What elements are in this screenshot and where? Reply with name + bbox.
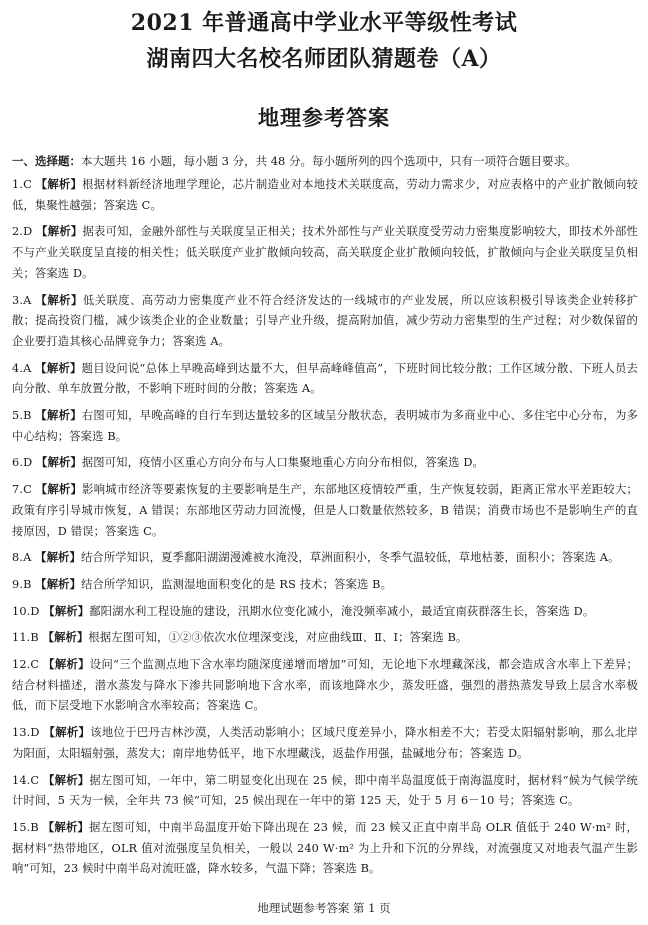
analysis-tag: 【解析】: [35, 360, 82, 375]
analysis-tag: 【解析】: [35, 576, 82, 591]
section-lead: 一、选择题：: [12, 154, 81, 168]
answer-item: [12, 817, 638, 880]
answer-number: 15.B: [12, 820, 39, 834]
answer-item: [12, 479, 638, 542]
analysis-text: 低关联度、高劳动力密集度产业不符合经济发达的一线城市的产业发展，所以应该积极引导该类企业转移扩散；提高投资门槛，减少该类企业的企业数量；引导产业升级，提高附加值，减少劳动力密集型的生产过程；对少数保留的企业要打造其核心品牌竞争力；答案选 A。: [12, 293, 638, 348]
analysis-tag: 【解析】: [36, 455, 82, 470]
analysis-tag: 【解析】: [35, 408, 82, 423]
analysis-text: 影响城市经济等要素恢复的主要影响是生产，东部地区疫情较严重，生产恢复较弱，距离正常水平差距较大；政策有序引导城市恢复，A 错误；东部地区劳动力回流慢，但是人口数量依然较多，B 错误；消费市场也不是影响生产的直接原因，D 错误；答案选 C。: [12, 483, 638, 538]
answer-item: [12, 405, 638, 447]
analysis-tag: 【解析】: [35, 482, 83, 497]
analysis-text: 该地位于巴丹吉林沙漠，人类活动影响小；区域尺度差异小，降水相差不大；若受太阳辐射影响，那么北岸为阳面，太阳辐射强，蒸发大；南岸地势低平，地下水埋藏浅，返盐作用强，盐碱地分布；答案选 D。: [12, 726, 638, 760]
answer-number: 4.A: [12, 361, 32, 375]
analysis-text: 右图可知，早晚高峰的自行车到达量较多的区域呈分散状态，表明城市为多商业中心、多住宅中心分布，为多中心结构；答案选 B。: [12, 409, 638, 443]
analysis-tag: 【解析】: [43, 657, 90, 672]
answer-item: [12, 174, 638, 216]
analysis-text: 设问“三个监测点地下含水率均随深度递增而增加”可知，无论地下水埋藏深浅，都会造成含水率上下差异；结合材料描述，潜水蒸发与降水下渗共同影响地下含水率，而该地降水少，蒸发旺盛，强烈的潜热蒸发导致上层含水率极低，而下层受地下水影响含水率较高；答案选 C。: [12, 658, 638, 713]
analysis-text: 据表可知，金融外部性与关联度呈正相关；技术外部性与产业关联度受劳动力密集度影响较大，即技术外部性不与产业关联度呈直接的相关性；低关联度产业扩散倾向较高，高关联度企业扩散倾向较低，扩散倾向与企业关联度呈负相关；答案选 D。: [12, 225, 638, 280]
answer-item: [12, 547, 638, 569]
answer-item: [12, 722, 638, 764]
answer-item: [12, 601, 638, 623]
analysis-text: 据图可知，疫情小区重心方向分布与人口集聚地重心方向分布相似，答案选 D。: [81, 456, 484, 470]
analysis-text: 题目设问说“总体上早晚高峰到达量不大，但早高峰峰值高”，下班时间比较分散；工作区域分散、下班人员去向分散、单车放置分散，不影响下班时间的分散；答案选 A。: [12, 361, 639, 396]
analysis-text: 根据左图可知，①②③依次水位埋深变浅，对应曲线Ⅲ、Ⅱ、Ⅰ；答案选 B。: [88, 631, 468, 645]
answer-number: 6.D: [12, 456, 33, 470]
answer-number: 14.C: [12, 773, 40, 787]
analysis-tag: 【解析】: [42, 819, 90, 834]
answer-item: [12, 221, 638, 284]
answer-number: 5.B: [12, 409, 32, 423]
document-title: 地理参考答案: [258, 105, 390, 130]
answer-item: [12, 770, 638, 812]
answer-item: [12, 627, 638, 649]
analysis-tag: 【解析】: [43, 603, 90, 618]
exam-title-line2: 湖南四大名校名师团队猜题卷（A）: [146, 46, 502, 72]
analysis-text: 据左图可知，一年中，第二明显变化出现在 25 候，即中南半岛温度低于南海温度时，据材料“候为气候学统计时间，5 天为一候，全年共 73 候”可知，25 候出现在一年中的第 125 天，处于 5 月 6－10 号；答案选 C。: [12, 773, 638, 808]
answer-list: [12, 174, 638, 880]
analysis-tag: 【解析】: [36, 224, 83, 239]
analysis-tag: 【解析】: [43, 772, 90, 787]
answer-number: 8.A: [12, 551, 32, 565]
answer-number: 10.D: [12, 604, 40, 618]
analysis-tag: 【解析】: [42, 630, 89, 645]
answer-number: 3.A: [12, 293, 32, 307]
analysis-text: 根据材料新经济地理学理论，芯片制造业对本地技术关联度高，劳动力需求少，对应表格中的产业扩散倾向较低，集聚性越强；答案选 C。: [12, 178, 638, 212]
analysis-tag: 【解析】: [35, 177, 83, 191]
answer-number: 7.C: [12, 483, 32, 497]
section-instructions: 本大题共 16 小题，每小题 3 分，共 48 分。每小题所列的四个选项中，只有一项符合题目要求。: [81, 154, 577, 168]
analysis-text: 鄱阳湖水利工程设施的建设，汛期水位变化减小，淹没频率减小，最适宜南荻群落生长，答案选 D。: [89, 604, 595, 618]
analysis-text: 据左图可知，中南半岛温度开始下降出现在 23 候，而 23 候又正直中南半岛 OLR 值低于 240 W·m² 时，据材料“热带地区，OLR 值对流强度呈负相关，一般以 240 W·m² 为上升和下沉的分界线，对流强度又对地表气温产生影响”可知，23 候时中南半岛对流旺盛，降水较多，气温下降；答案选 B。: [12, 820, 638, 876]
answer-number: 13.D: [12, 726, 40, 740]
page-footer: 地理试题参考答案 第 1 页: [257, 901, 391, 915]
analysis-text: 结合所学知识，监测湿地面积变化的是 RS 技术；答案选 B。: [81, 577, 393, 591]
exam-title-line1: 2021 年普通高中学业水平等级性考试: [130, 10, 518, 36]
answer-number: 2.D: [12, 225, 33, 239]
analysis-text: 结合所学知识，夏季鄱阳湖湖漫滩被水淹没，草洲面积小，冬季气温较低，草地枯萎，面积小；答案选 A。: [80, 551, 620, 565]
answer-number: 11.B: [12, 631, 39, 645]
analysis-tag: 【解析】: [35, 292, 83, 307]
answer-item: [12, 290, 638, 353]
answer-number: 12.C: [12, 658, 40, 672]
analysis-tag: 【解析】: [35, 550, 81, 565]
answer-item: [12, 358, 638, 400]
answer-item: [12, 452, 638, 474]
answer-item: [12, 574, 638, 596]
answer-number: 1.C: [12, 178, 32, 191]
section-heading: [12, 153, 642, 169]
answer-number: 9.B: [12, 577, 32, 591]
answer-item: [12, 654, 638, 717]
analysis-tag: 【解析】: [43, 725, 91, 740]
